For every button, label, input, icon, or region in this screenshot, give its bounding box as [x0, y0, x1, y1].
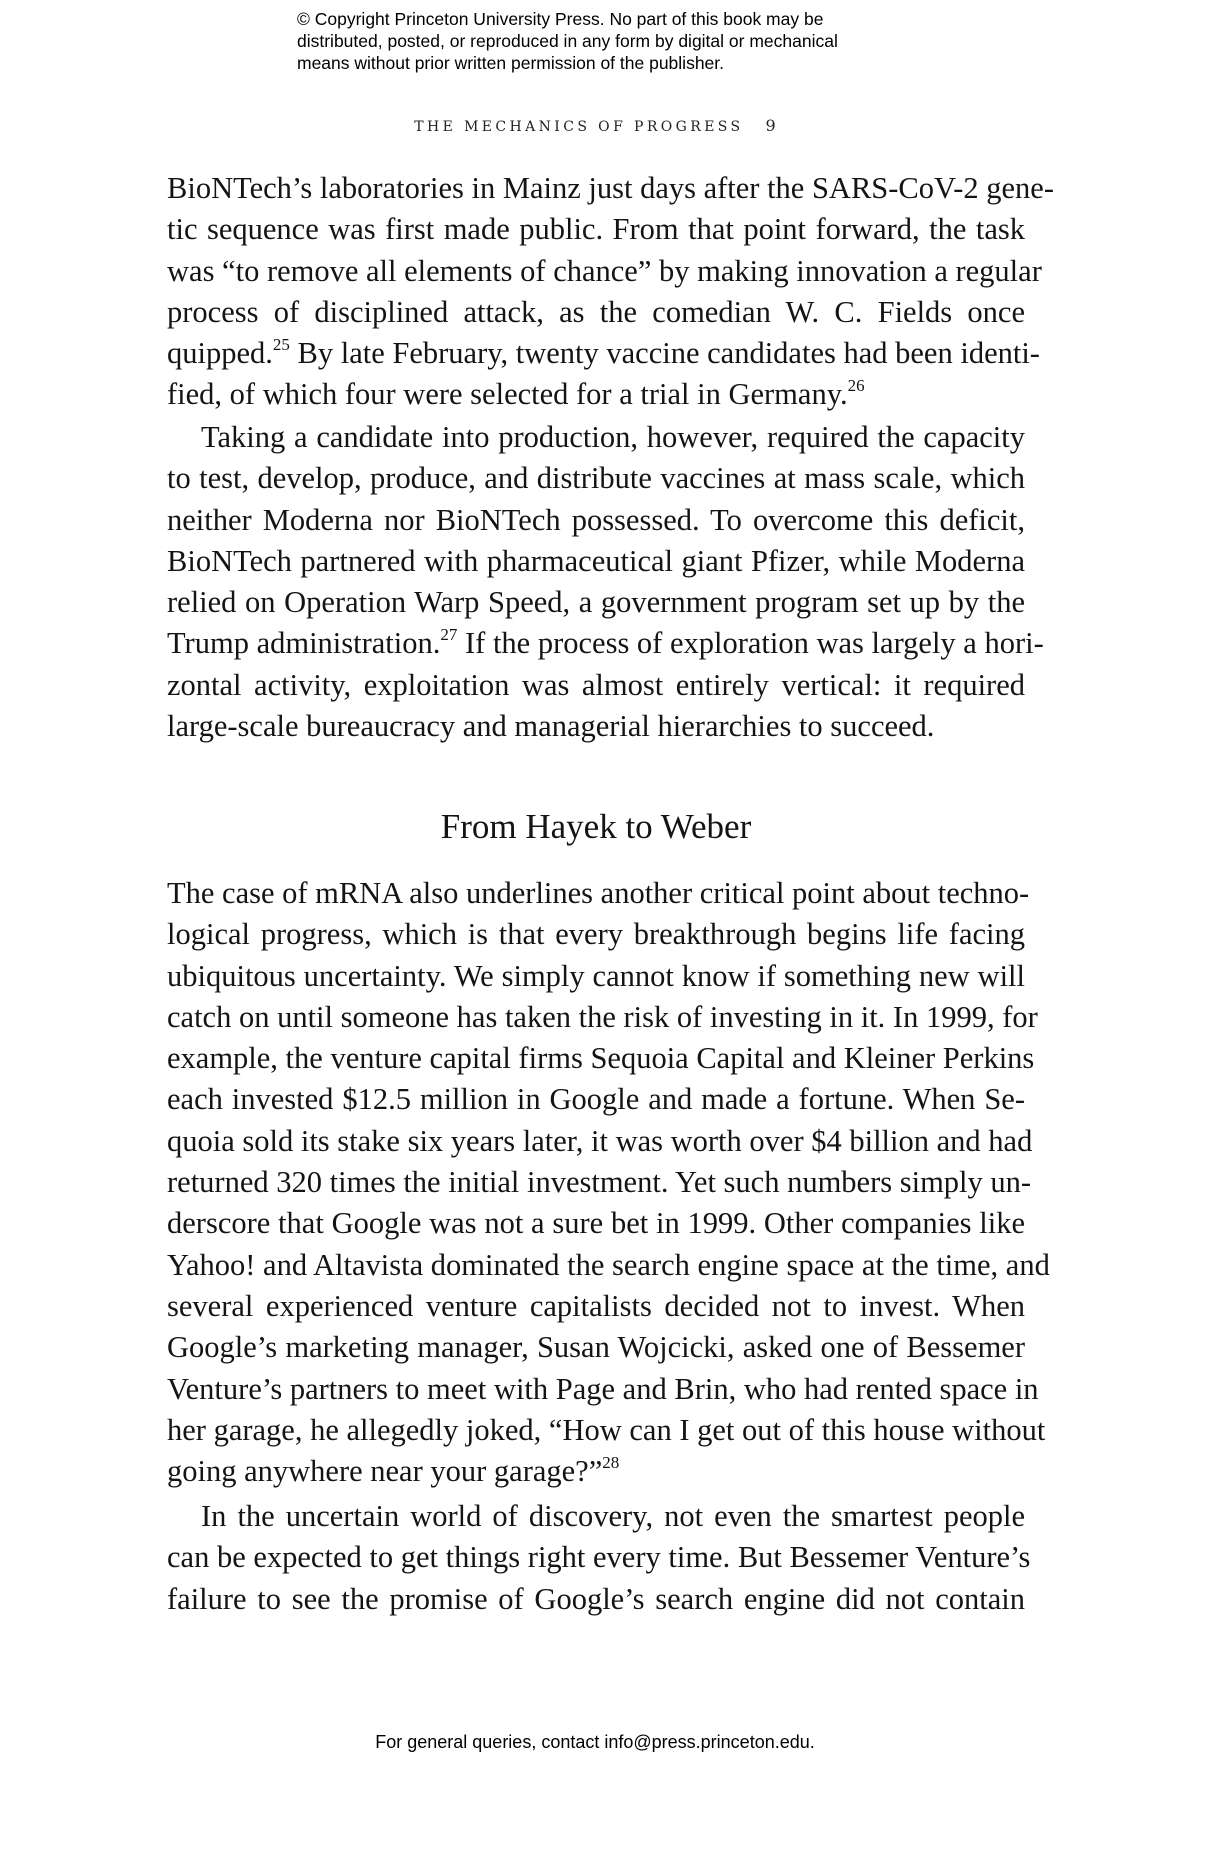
footnote-reference: 28 [602, 1453, 620, 1472]
copyright-line: distributed, posted, or reproduced in any form by digital or mechanical [297, 31, 838, 51]
text-line: logical progress, which is that every breakthrough begins life facing [167, 917, 1025, 952]
text-line: Yahoo! and Altavista dominated the search engine space at the time, and [167, 1247, 1050, 1282]
copyright-line: © Copyright Princeton University Press. No part of this book may be [297, 9, 824, 29]
text-line: catch on until someone has taken the risk of investing in it. In 1999, for [167, 999, 1038, 1034]
text-line [167, 374, 1025, 415]
text-line: each invested $12.5 million in Google and made a fortune. When Se- [167, 1082, 1025, 1117]
paragraph-4 [167, 1496, 1031, 1620]
text-line: to test, develop, produce, and distribute vaccines at mass scale, which [167, 461, 1025, 496]
footer-contact: For general queries, contact info@press.princeton.edu. [375, 1732, 815, 1752]
copyright-line: means without prior written permission of the publisher. [297, 53, 725, 73]
footnote-reference: 27 [440, 625, 458, 645]
text-line: quoia sold its stake six years later, it was worth over $4 billion and had [167, 1123, 1033, 1158]
text-line [167, 1451, 1025, 1492]
text-line: BioNTech’s laboratories in Mainz just days after the SARS-CoV-2 gene- [167, 171, 1055, 205]
text-line: derscore that Google was not a sure bet in 1999. Other companies like [167, 1206, 1025, 1241]
text-line: failure to see the promise of Google’s search engine did not contain [167, 1581, 1025, 1616]
text-segment: If the process of exploration was largely a hori- [457, 626, 1044, 661]
text-line: Taking a candidate into production, however, required the capacity [201, 420, 1025, 454]
page-number: 9 [765, 116, 776, 135]
text-line: process of disciplined attack, as the comedian W. C. Fields once [167, 294, 1025, 329]
paragraph-2 [167, 417, 1044, 747]
text-line: returned 320 times the initial investment. Yet such numbers simply un- [167, 1165, 1032, 1200]
paragraph-1 [167, 168, 1055, 416]
text-segment: fied, of which four were selected for a trial in Germany. [167, 377, 848, 412]
text-line: tic sequence was first made public. From that point forward, the task [167, 212, 1025, 247]
text-line: Google’s marketing manager, Susan Wojcicki, asked one of Bessemer [167, 1330, 1025, 1365]
text-line: The case of mRNA also underlines another critical point about techno- [167, 876, 1030, 910]
text-line: was “to remove all elements of chance” by making innovation a regular [167, 253, 1042, 288]
text-line: can be expected to get things right every time. But Bessemer Venture’s [167, 1540, 1031, 1575]
text-line [167, 333, 1040, 374]
text-line: zontal activity, exploitation was almost entirely vertical: it required [167, 667, 1025, 702]
paragraph-3 [167, 873, 1050, 1492]
footnote-reference: 25 [272, 335, 290, 355]
text-line: ubiquitous uncertainty. We simply cannot know if something new will [167, 958, 1025, 993]
copyright-notice [297, 8, 937, 74]
text-line: BioNTech partnered with pharmaceutical giant Pfizer, while Moderna [167, 543, 1025, 578]
text-line: Venture’s partners to meet with Page and Brin, who had rented space in [167, 1371, 1039, 1406]
text-line: several experienced venture capitalists decided not to invest. When [167, 1288, 1025, 1323]
text-line: In the uncertain world of discovery, not even the smartest people [201, 1499, 1025, 1533]
text-segment: Trump administration. [167, 626, 441, 661]
text-line [167, 623, 1044, 664]
text-line: relied on Operation Warp Speed, a government program set up by the [167, 585, 1025, 620]
running-head [165, 116, 1025, 135]
text-line: her garage, he allegedly joked, “How can I get out of this house without [167, 1412, 1046, 1447]
text-line: example, the venture capital firms Sequoia Capital and Kleiner Perkins [167, 1041, 1035, 1076]
section-heading: From Hayek to Weber [440, 807, 752, 846]
running-head-title: THE MECHANICS OF PROGRESS [414, 119, 744, 135]
text-segment: By late February, twenty vaccine candidates had been identi- [289, 336, 1040, 371]
text-segment: going anywhere near your garage?” [167, 1454, 603, 1489]
footnote-reference: 26 [847, 376, 865, 396]
text-line: neither Moderna nor BioNTech possessed. To overcome this deficit, [167, 502, 1025, 537]
text-line: large-scale bureaucracy and managerial hierarchies to succeed. [167, 709, 935, 744]
text-segment: quipped. [167, 336, 273, 371]
